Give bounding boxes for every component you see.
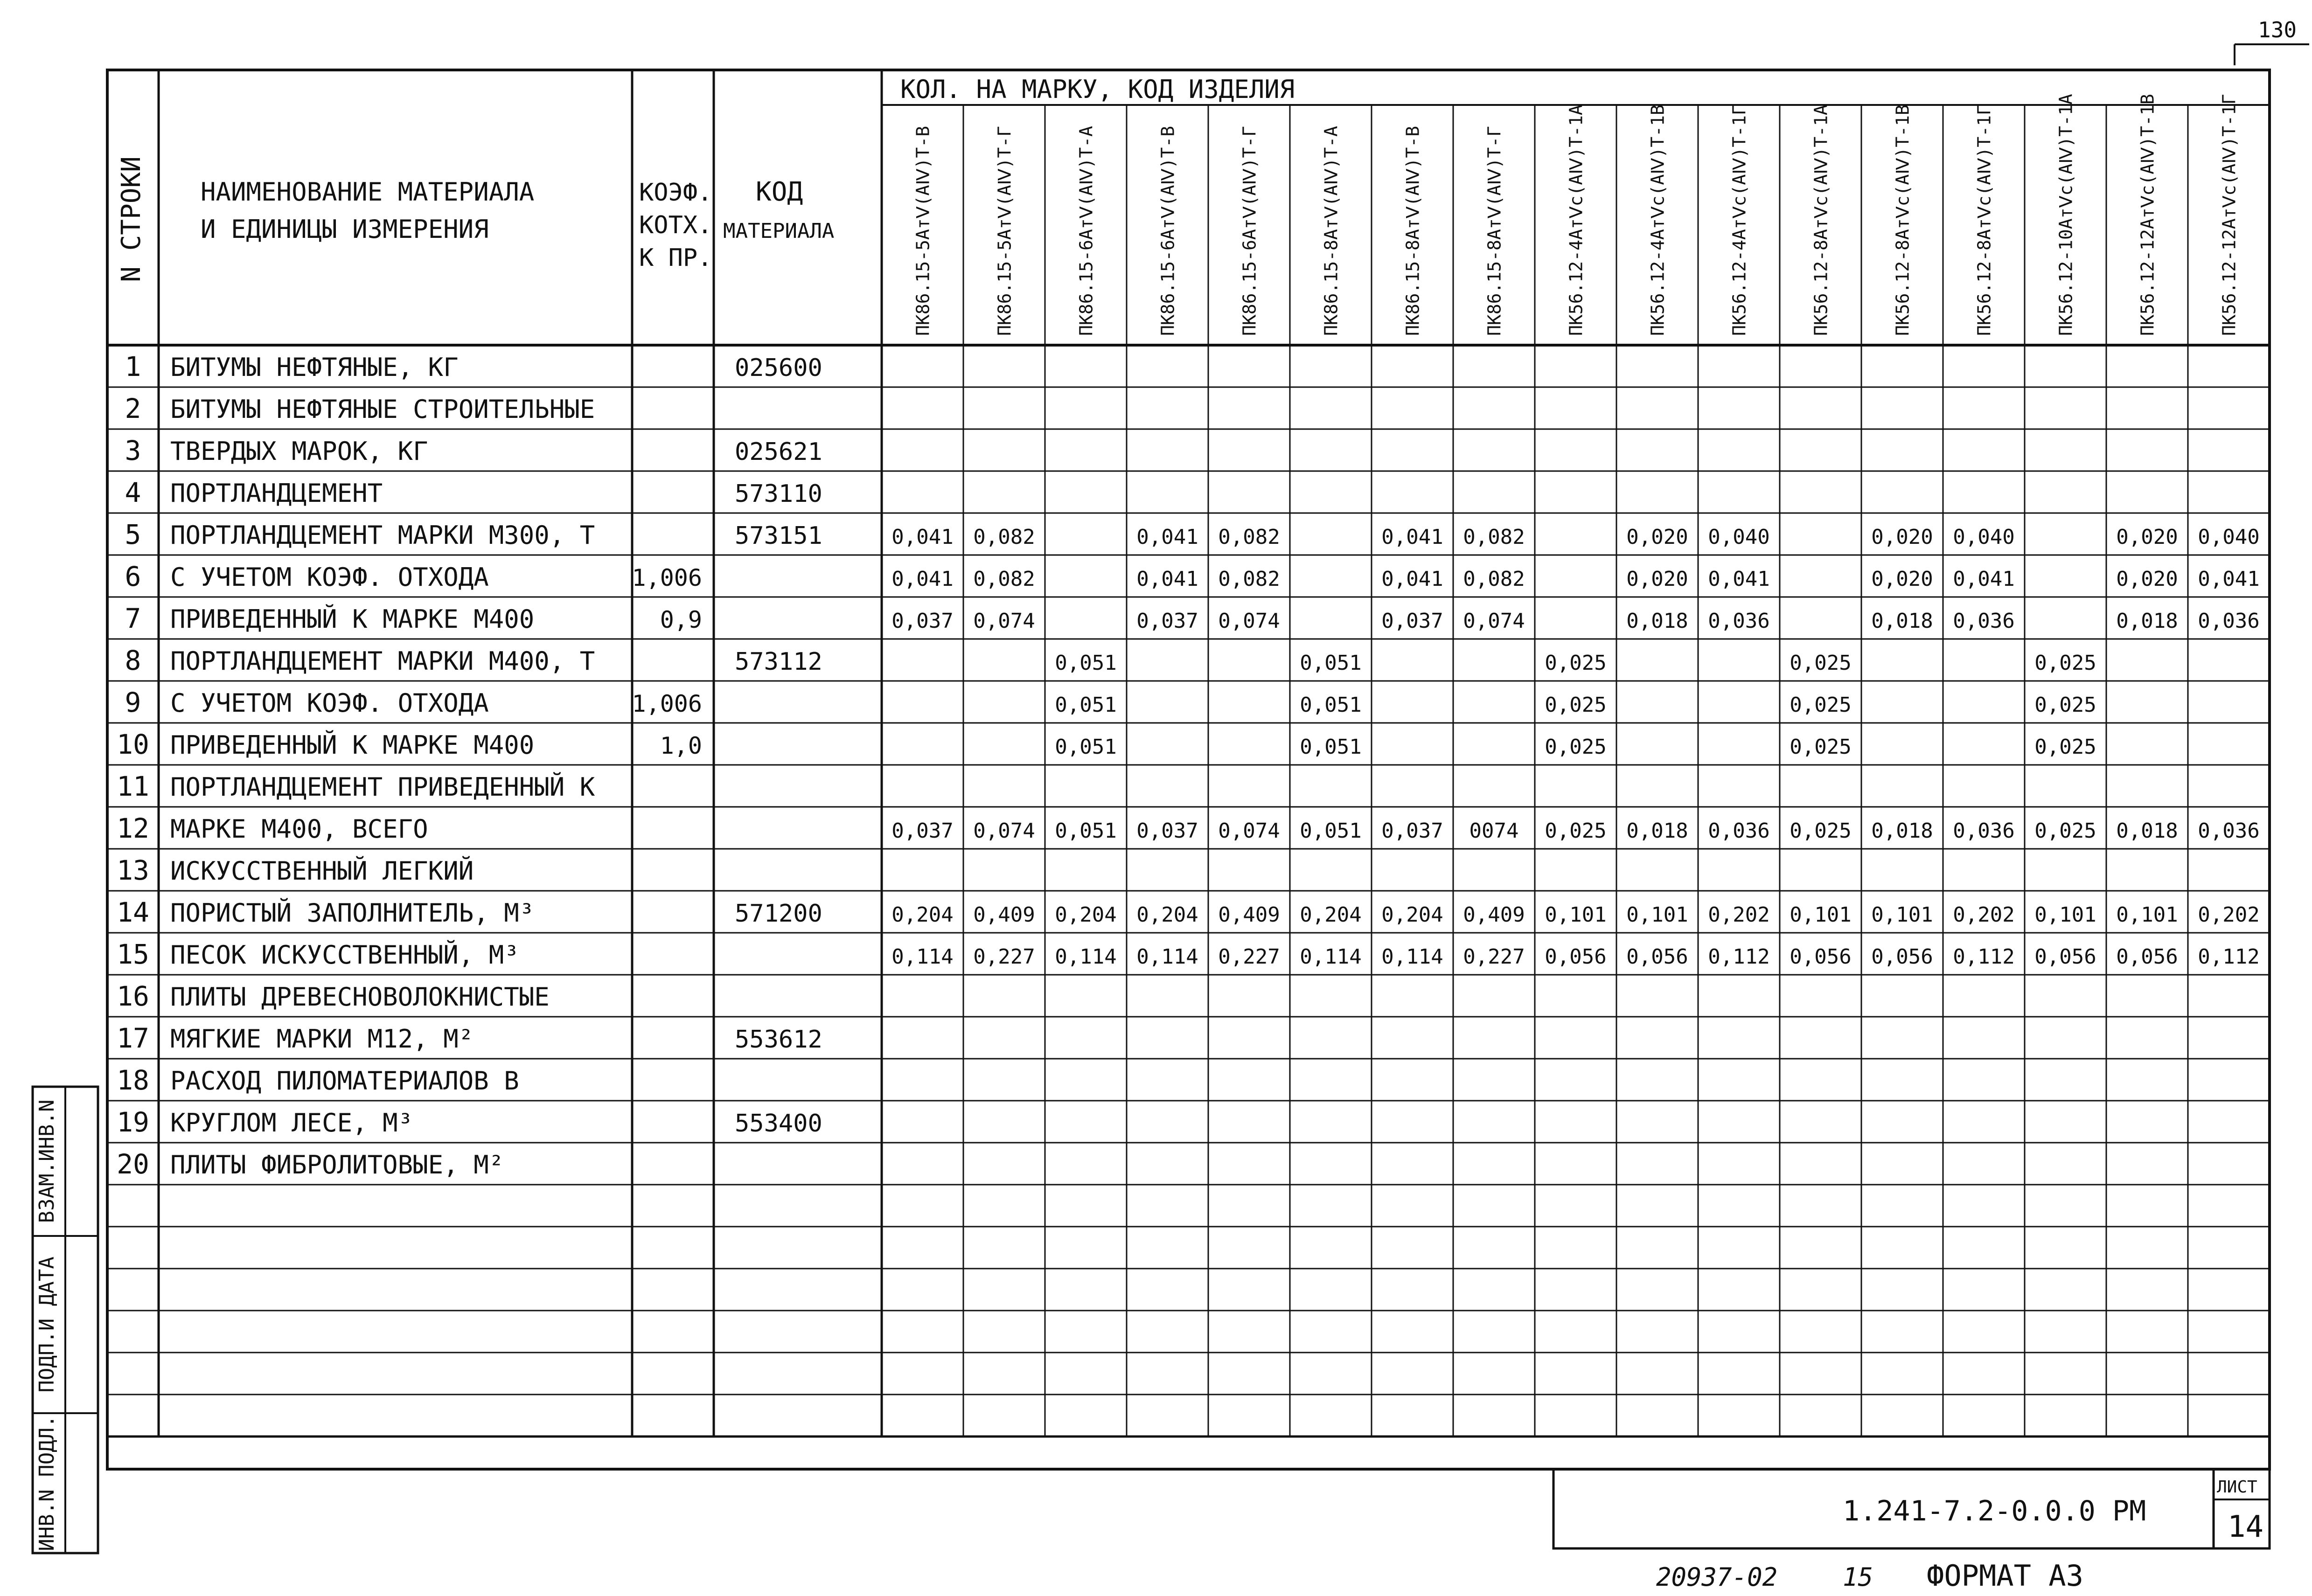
material-code: 573151 — [735, 522, 822, 550]
quantity-cell: 0,041 — [1953, 567, 2015, 591]
quantity-cell: 0,040 — [2198, 525, 2260, 549]
row-number: 17 — [117, 1022, 149, 1054]
table-row — [125, 645, 2096, 676]
quantity-cell: 0,036 — [2198, 609, 2260, 633]
material-name: БИТУМЫ НЕФТЯНЫЕ, КГ — [170, 353, 459, 382]
quantity-cell: 0,020 — [1626, 525, 1688, 549]
mark-header-cells — [913, 94, 2240, 336]
material-name: ПЛИТЫ ДРЕВЕСНОВОЛОКНИСТЫЕ — [170, 982, 550, 1012]
mark-header: ПК86.15-8АтⅤ(АⅣ)Т-В — [1402, 126, 1423, 336]
row-number: 13 — [117, 854, 149, 886]
mark-header: ПК56.12-12АтⅤс(АⅣ)Т-1Г — [2219, 94, 2240, 336]
quantity-cell: 0,041 — [891, 525, 954, 549]
table-row — [125, 351, 822, 382]
quantity-cell: 0,074 — [1218, 819, 1280, 843]
quantity-cell: 0,101 — [2034, 903, 2096, 927]
row-number: 19 — [117, 1106, 149, 1138]
page-number: 130 — [2258, 17, 2297, 42]
quantity-cell: 0,025 — [2034, 819, 2096, 843]
quantity-cell: 0074 — [1469, 819, 1519, 843]
material-name: МЯГКИЕ МАРКИ М12, М² — [170, 1024, 474, 1054]
table-row — [125, 477, 822, 508]
quantity-cell: 0,056 — [1871, 945, 1933, 969]
material-code: 573110 — [735, 480, 822, 508]
quantity-cell: 0,227 — [1463, 945, 1525, 969]
row-number: 20 — [117, 1148, 149, 1180]
quantity-cell: 0,040 — [1953, 525, 2015, 549]
quantity-cell: 0,051 — [1300, 693, 1362, 717]
material-code: 571200 — [735, 900, 822, 928]
quantity-cell: 0,037 — [1381, 609, 1443, 633]
quantity-cell: 0,082 — [1463, 525, 1525, 549]
quantity-cell: 0,020 — [2116, 567, 2178, 591]
material-code: 025621 — [735, 438, 822, 466]
quantity-cell: 0,018 — [1626, 609, 1688, 633]
row-number: 3 — [125, 435, 141, 466]
sheet-label: ЛИСТ — [2217, 1478, 2257, 1497]
quantity-cell: 0,114 — [1381, 945, 1443, 969]
quantity-cell: 0,051 — [1300, 819, 1362, 843]
mark-header: ПК56.12-8АтⅤс(АⅣ)Т-1Г — [1974, 104, 1995, 336]
row-number: 14 — [117, 896, 149, 928]
table-row — [117, 854, 474, 886]
table-row — [117, 980, 550, 1012]
quantity-cell: 0,020 — [2116, 525, 2178, 549]
quantity-cell: 0,204 — [1381, 903, 1443, 927]
side-stamp — [33, 1087, 98, 1553]
table-row — [117, 812, 2260, 844]
material-code: 553400 — [735, 1110, 822, 1138]
coefficient: 1,006 — [632, 564, 702, 591]
quantity-cell: 0,082 — [1463, 567, 1525, 591]
quantity-cell: 0,025 — [1790, 819, 1852, 843]
quantity-cell: 0,051 — [1300, 651, 1362, 675]
title-block — [1553, 1469, 2270, 1548]
mark-header: ПК56.12-8АтⅤс(АⅣ)Т-1В — [1892, 104, 1913, 336]
quantity-cell: 0,051 — [1055, 693, 1117, 717]
table-row — [125, 519, 2260, 550]
quantity-cell: 0,037 — [891, 609, 954, 633]
quantity-cell: 0,101 — [1871, 903, 1933, 927]
quantity-cell: 0,082 — [973, 567, 1035, 591]
quantity-cell: 0,227 — [973, 945, 1035, 969]
quantity-cell: 0,051 — [1055, 819, 1117, 843]
quantity-cell: 0,051 — [1055, 735, 1117, 759]
row-number: 12 — [117, 812, 149, 844]
table-row — [117, 770, 595, 802]
quantity-cell: 0,114 — [1300, 945, 1362, 969]
header-code-line1: КОД — [756, 177, 803, 207]
quantity-cell: 0,025 — [1790, 735, 1852, 759]
mark-header: ПК86.15-5АтⅤ(АⅣ)Т-В — [912, 126, 933, 336]
document-code: 1.241-7.2-0.0.0 РМ — [1843, 1495, 2146, 1527]
material-name: ИСКУССТВЕННЫЙ ЛЕГКИЙ — [170, 856, 474, 886]
quantity-cell: 0,018 — [2116, 819, 2178, 843]
quantity-cell: 0,074 — [1218, 609, 1280, 633]
mark-header: ПК86.15-6АтⅤ(АⅣ)Т-А — [1076, 126, 1097, 336]
stamp-replaced-inv: ВЗАМ.ИНВ.N — [35, 1099, 59, 1223]
header-coef-line1: КОЭФ. — [639, 179, 712, 207]
quantity-cell: 0,025 — [2034, 651, 2096, 675]
stamp-signature-date: ПОДП.И ДАТА — [35, 1256, 59, 1393]
mark-header: ПК86.15-8АтⅤ(АⅣ)Т-А — [1321, 126, 1342, 336]
row-number: 18 — [117, 1064, 149, 1096]
material-name: ПОРТЛАНДЦЕМЕНТ — [170, 479, 383, 508]
quantity-cell: 0,051 — [1300, 735, 1362, 759]
table-row — [117, 1022, 822, 1054]
header-name-line2: И ЕДИНИЦЫ ИЗМЕРЕНИЯ — [201, 215, 489, 244]
quantity-cell: 0,041 — [2198, 567, 2260, 591]
quantity-cell: 0,037 — [1136, 609, 1198, 633]
quantity-cell: 0,020 — [1626, 567, 1688, 591]
material-name: С УЧЕТОМ КОЭФ. ОТХОДА — [170, 562, 489, 592]
row-number: 1 — [125, 351, 141, 382]
coefficient: 1,006 — [632, 690, 702, 717]
header-qty-title: КОЛ. НА МАРКУ, КОД ИЗДЕЛИЯ — [900, 75, 1295, 104]
material-name: ПОРТЛАНДЦЕМЕНТ МАРКИ М300, Т — [170, 520, 595, 550]
stamp-inv-original: ИНВ.N ПОДЛ. — [35, 1415, 59, 1551]
material-name: ТВЕРДЫХ МАРОК, КГ — [170, 437, 428, 466]
quantity-cell: 0,112 — [1953, 945, 2015, 969]
mark-header: ПК56.12-4АтⅤс(АⅣ)Т-1Г — [1729, 104, 1750, 336]
quantity-cell: 0,056 — [1790, 945, 1852, 969]
quantity-cell: 0,056 — [1545, 945, 1607, 969]
quantity-cell: 0,020 — [1871, 525, 1933, 549]
material-name: ПОРТЛАНДЦЕМЕНТ МАРКИ М400, Т — [170, 646, 595, 676]
quantity-cell: 0,036 — [1708, 609, 1770, 633]
table-row — [117, 729, 2096, 760]
quantity-cell: 0,056 — [1626, 945, 1688, 969]
archive-number: 20937-02 — [1656, 1562, 1778, 1592]
table-grid — [107, 70, 2270, 1469]
quantity-cell: 0,114 — [1136, 945, 1198, 969]
quantity-cell: 0,018 — [2116, 609, 2178, 633]
row-number: 8 — [125, 645, 141, 676]
quantity-cell: 0,040 — [1708, 525, 1770, 549]
quantity-cell: 0,101 — [1545, 903, 1607, 927]
quantity-cell: 0,018 — [1626, 819, 1688, 843]
material-code: 553612 — [735, 1026, 822, 1054]
row-number: 9 — [125, 687, 141, 718]
table-row — [125, 603, 2260, 634]
material-name: ПРИВЕДЕННЫЙ К МАРКЕ М400 — [170, 730, 535, 760]
row-number: 16 — [117, 980, 149, 1012]
quantity-cell: 0,025 — [1545, 819, 1607, 843]
quantity-cell: 0,114 — [891, 945, 954, 969]
quantity-cell: 0,202 — [1708, 903, 1770, 927]
header-coef-line3: К ПР. — [639, 244, 712, 272]
quantity-cell: 0,018 — [1871, 609, 1933, 633]
material-name: КРУГЛОМ ЛЕСЕ, М³ — [170, 1108, 413, 1138]
material-name: ПЛИТЫ ФИБРОЛИТОВЫЕ, М² — [170, 1150, 504, 1180]
quantity-cell: 0,025 — [1790, 693, 1852, 717]
row-number: 5 — [125, 519, 141, 550]
quantity-cell: 0,202 — [1953, 903, 2015, 927]
quantity-cell: 0,202 — [2198, 903, 2260, 927]
sheet-number: 14 — [2228, 1510, 2264, 1544]
quantity-cell: 0,074 — [973, 819, 1035, 843]
quantity-cell: 0,041 — [1708, 567, 1770, 591]
quantity-cell: 0,074 — [973, 609, 1035, 633]
quantity-cell: 0,037 — [891, 819, 954, 843]
mark-header: ПК56.12-12АтⅤс(АⅣ)Т-1В — [2137, 94, 2158, 336]
row-number: 6 — [125, 561, 141, 592]
quantity-cell: 0,037 — [1381, 819, 1443, 843]
quantity-cell: 0,025 — [1545, 651, 1607, 675]
quantity-cell: 0,051 — [1055, 651, 1117, 675]
material-name: С УЧЕТОМ КОЭФ. ОТХОДА — [170, 688, 489, 718]
mark-header: ПК86.15-6АтⅤ(АⅣ)Т-В — [1157, 126, 1178, 336]
mark-header: ПК56.12-10АтⅤс(АⅣ)Т-1А — [2055, 94, 2076, 336]
mark-header: ПК56.12-4АтⅤс(АⅣ)Т-1В — [1647, 104, 1668, 336]
quantity-cell: 0,409 — [1218, 903, 1280, 927]
quantity-cell: 0,227 — [1218, 945, 1280, 969]
quantity-cell: 0,056 — [2034, 945, 2096, 969]
row-number: 15 — [117, 938, 149, 970]
quantity-cell: 0,409 — [1463, 903, 1525, 927]
mark-header: ПК86.15-6АтⅤ(АⅣ)Т-Г — [1239, 126, 1260, 336]
quantity-cell: 0,018 — [1871, 819, 1933, 843]
mark-header: ПК86.15-8АтⅤ(АⅣ)Т-Г — [1484, 126, 1505, 336]
table-row — [117, 1148, 504, 1180]
quantity-cell: 0,112 — [1708, 945, 1770, 969]
mark-header: ПК86.15-5АтⅤ(АⅣ)Т-Г — [994, 126, 1015, 336]
table-row — [125, 435, 822, 466]
quantity-cell: 0,204 — [1300, 903, 1362, 927]
table-row — [117, 1106, 822, 1138]
footer-page: 15 — [1843, 1562, 1873, 1592]
quantity-cell: 0,204 — [1055, 903, 1117, 927]
quantity-cell: 0,056 — [2116, 945, 2178, 969]
quantity-cell: 0,041 — [1381, 525, 1443, 549]
material-name: ПОРИСТЫЙ ЗАПОЛНИТЕЛЬ, М³ — [170, 898, 535, 928]
quantity-cell: 0,082 — [973, 525, 1035, 549]
quantity-cell: 0,025 — [2034, 735, 2096, 759]
coefficient: 0,9 — [660, 606, 702, 633]
quantity-cell: 0,025 — [1545, 693, 1607, 717]
quantity-cell: 0,204 — [891, 903, 954, 927]
quantity-cell: 0,082 — [1218, 567, 1280, 591]
quantity-cell: 0,112 — [2198, 945, 2260, 969]
quantity-cell: 0,037 — [1136, 819, 1198, 843]
material-name: ПРИВЕДЕННЫЙ К МАРКЕ М400 — [170, 604, 535, 634]
table-row — [117, 938, 2260, 970]
material-name: ПОРТЛАНДЦЕМЕНТ ПРИВЕДЕННЫЙ К — [170, 772, 595, 802]
quantity-cell: 0,101 — [1626, 903, 1688, 927]
material-code: 025600 — [735, 354, 822, 382]
header-row-number: N СТРОКИ — [116, 156, 146, 282]
material-code: 573112 — [735, 648, 822, 676]
quantity-cell: 0,204 — [1136, 903, 1198, 927]
coefficient: 1,0 — [660, 732, 702, 759]
row-number: 11 — [117, 770, 149, 802]
material-name: МАРКЕ М400, ВСЕГО — [170, 814, 428, 844]
table-row — [125, 561, 2260, 592]
quantity-cell: 0,025 — [2034, 693, 2096, 717]
quantity-cell: 0,036 — [1953, 609, 2015, 633]
quantity-cell: 0,409 — [973, 903, 1035, 927]
mark-header: ПК56.12-4АтⅤс(АⅣ)Т-1А — [1566, 104, 1587, 336]
header-coef-line2: КОТХ. — [639, 211, 712, 239]
quantity-cell: 0,036 — [1708, 819, 1770, 843]
material-name: РАСХОД ПИЛОМАТЕРИАЛОВ В — [170, 1066, 519, 1096]
row-number: 7 — [125, 603, 141, 634]
mark-header: ПК56.12-8АтⅤс(АⅣ)Т-1А — [1811, 104, 1831, 336]
quantity-cell: 0,074 — [1463, 609, 1525, 633]
quantity-cell: 0,041 — [891, 567, 954, 591]
quantity-cell: 0,036 — [2198, 819, 2260, 843]
row-number: 4 — [125, 477, 141, 508]
quantity-cell: 0,036 — [1953, 819, 2015, 843]
material-name: БИТУМЫ НЕФТЯНЫЕ СТРОИТЕЛЬНЫЕ — [170, 395, 595, 424]
row-number: 2 — [125, 393, 141, 424]
header-name-line1: НАИМЕНОВАНИЕ МАТЕРИАЛА — [201, 177, 535, 207]
material-name: ПЕСОК ИСКУССТВЕННЫЙ, М³ — [170, 940, 519, 970]
row-number: 10 — [117, 729, 149, 760]
quantity-cell: 0,101 — [1790, 903, 1852, 927]
quantity-cell: 0,114 — [1055, 945, 1117, 969]
quantity-cell: 0,082 — [1218, 525, 1280, 549]
format-label: ФОРМАТ А3 — [1927, 1559, 2083, 1593]
quantity-cell: 0,025 — [1790, 651, 1852, 675]
quantity-cell: 0,041 — [1381, 567, 1443, 591]
quantity-cell: 0,041 — [1136, 567, 1198, 591]
table-row — [117, 896, 2260, 928]
quantity-cell: 0,041 — [1136, 525, 1198, 549]
quantity-cell: 0,025 — [1545, 735, 1607, 759]
header-code-line2: МАТЕРИАЛА — [723, 219, 835, 243]
table-row — [117, 1064, 519, 1096]
table-row — [125, 687, 2096, 718]
quantity-cell: 0,101 — [2116, 903, 2178, 927]
quantity-cell: 0,020 — [1871, 567, 1933, 591]
table-row — [125, 393, 595, 424]
